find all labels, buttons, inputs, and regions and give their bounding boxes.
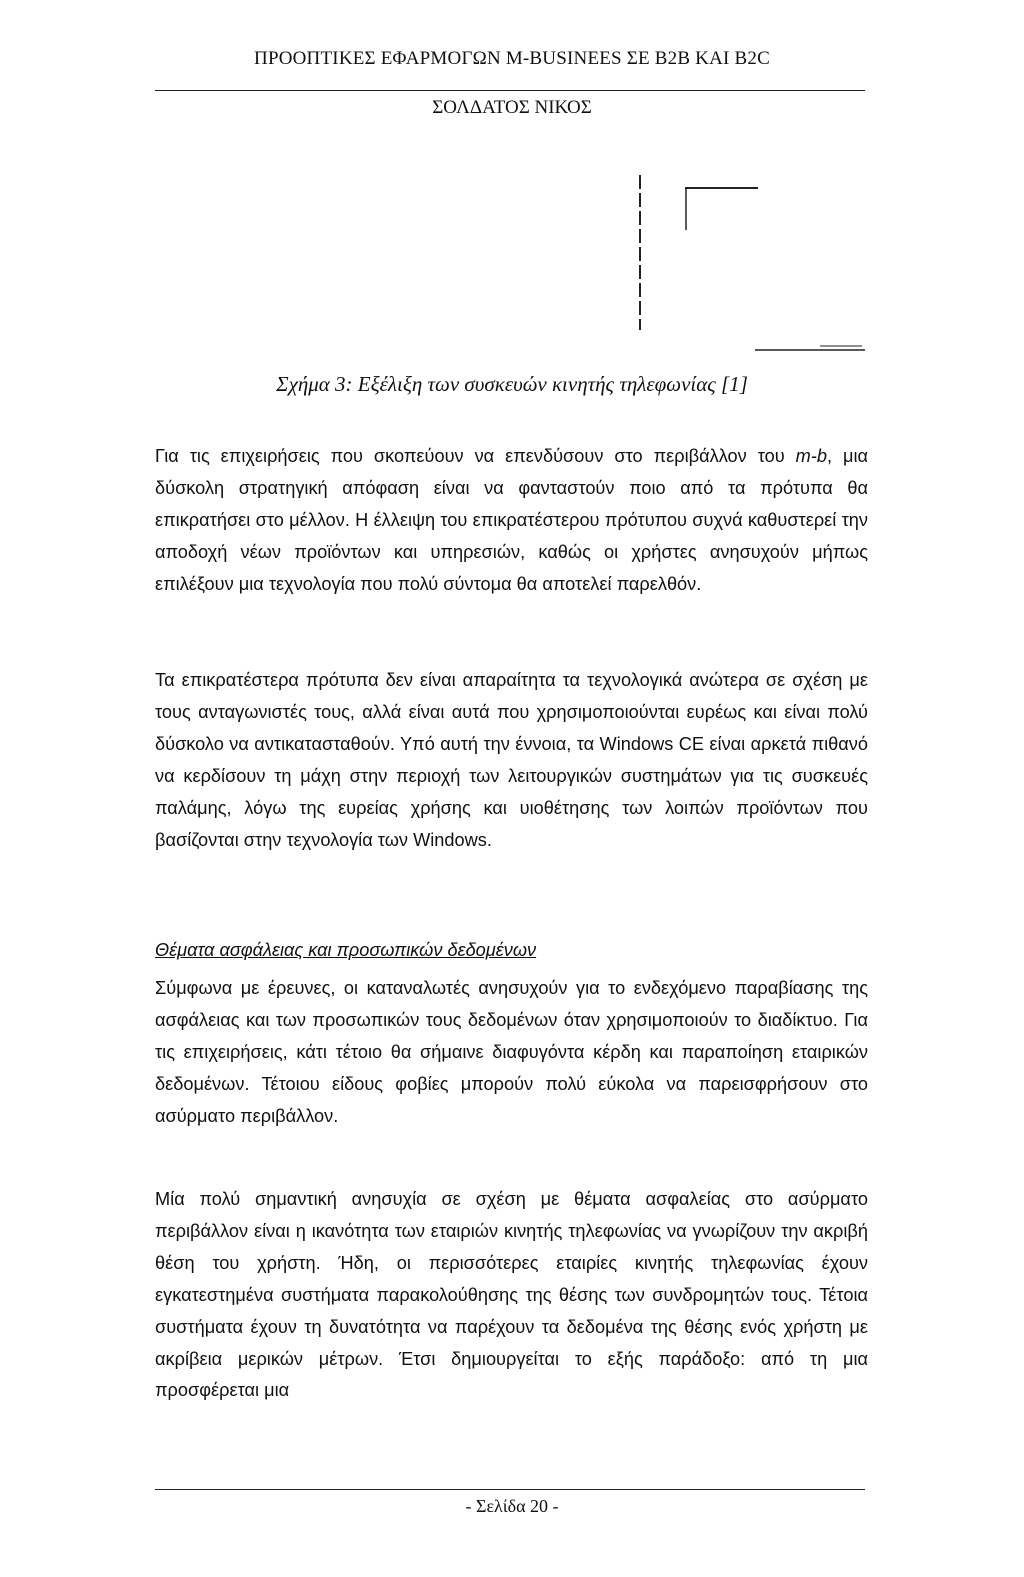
paragraph-2: Τα επικρατέστερα πρότυπα δεν είναι απαραίτητα τα τεχνολογικά ανώτερα σε σχέση με τους ανταγωνιστές τους, αλλά είναι αυτά που χρησιμοποιούνται ευρέως και είναι πολύ δύσκολο να αντικατασταθούν. Υπό αυτή την έννοια, τα Windows CE είναι αρκετά πιθανό να κερδίσουν τη μάχη στην περιοχή των λειτουργικών συστημάτων για τις συσκευές παλάμης, λόγω της ευρείας χρήσης και υιοθέτησης των λοιπών προϊόντων που βασίζονται στην τεχνολογία των Windows.: [155, 670, 868, 850]
paragraph-1: [155, 441, 868, 601]
paragraph-1-italic-term: m-b: [795, 446, 827, 466]
running-header-title: ΠΡΟΟΠΤΙΚΕΣ ΕΦΑΡΜΟΓΩΝ M-BUSINEES ΣΕ B2B ΚΑΙ B2C: [254, 48, 770, 69]
paragraph-3: Σύμφωνα με έρευνες, οι καταναλωτές ανησυχούν για το ενδεχόμενο παραβίασης της ασφάλειας και των προσωπικών τους δεδομένων όταν χρησιμοποιούν το διαδίκτυο. Για τις επιχειρήσεις, κάτι τέτοιο θα σήμαινε διαφυγόντα κέρδη και παραποίηση εταιρικών δεδομένων. Τέτοιου είδους φοβίες μπορούν πολύ εύκολα να παρεισφρήσουν στο ασύρματο περιβάλλον.: [155, 978, 868, 1126]
paragraph-4: Μία πολύ σημαντική ανησυχία σε σχέση με θέματα ασφαλείας στο ασύρματο περιβάλλον είναι η ικανότητα των εταιριών κινητής τηλεφωνίας να γνωρίζουν την ακριβή θέση του χρήστη. Ήδη, οι περισσότερες εταιρίες κινητής τηλεφωνίας έχουν εγκατεστημένα συστήματα παρακολούθησης της θέσης των συνδρομητών τους. Τέτοια συστήματα έχουν τη δυνατότητα να παρέχουν τα δεδομένα της θέσης ενός χρήστη με ακρίβεια μερικών μέτρων. Έτσι δημιουργείται το εξής παράδοξο: από τη μια προσφέρεται μια: [155, 1189, 868, 1401]
header-rule: [155, 90, 865, 91]
paragraph-1-end: , μια δύσκολη στρατηγική απόφαση είναι να φανταστούν ποιο από τα πρότυπα θα επικρατήσει στο μέλλον. Η έλλειψη του επικρατέστερου πρότυπου συχνά καθυστερεί την αποδοχή νέων προϊόντων και υπηρεσιών, καθώς οι χρήστες ανησυχούν μήπως επιλέξουν μια τεχνολογία που πολύ σύντομα θα αποτελεί παρελθόν.: [155, 446, 869, 594]
paragraph-1-start: Για τις επιχειρήσεις που σκοπεύουν να επενδύσουν στο περιβάλλον του: [155, 446, 796, 466]
footer-rule: [155, 1489, 865, 1490]
running-header-author: ΣΟΛΔΑΤΟΣ ΝΙΚΟΣ: [432, 97, 592, 118]
figure-caption: Σχήμα 3: Εξέλιξη των συσκευών κινητής τηλεφωνίας [1]: [276, 372, 748, 396]
page-number: - Σελίδα 20 -: [465, 1496, 559, 1516]
section-heading: Θέματα ασφάλειας και προσωπικών δεδομένων: [155, 940, 537, 960]
figure-fragment: [600, 170, 880, 360]
